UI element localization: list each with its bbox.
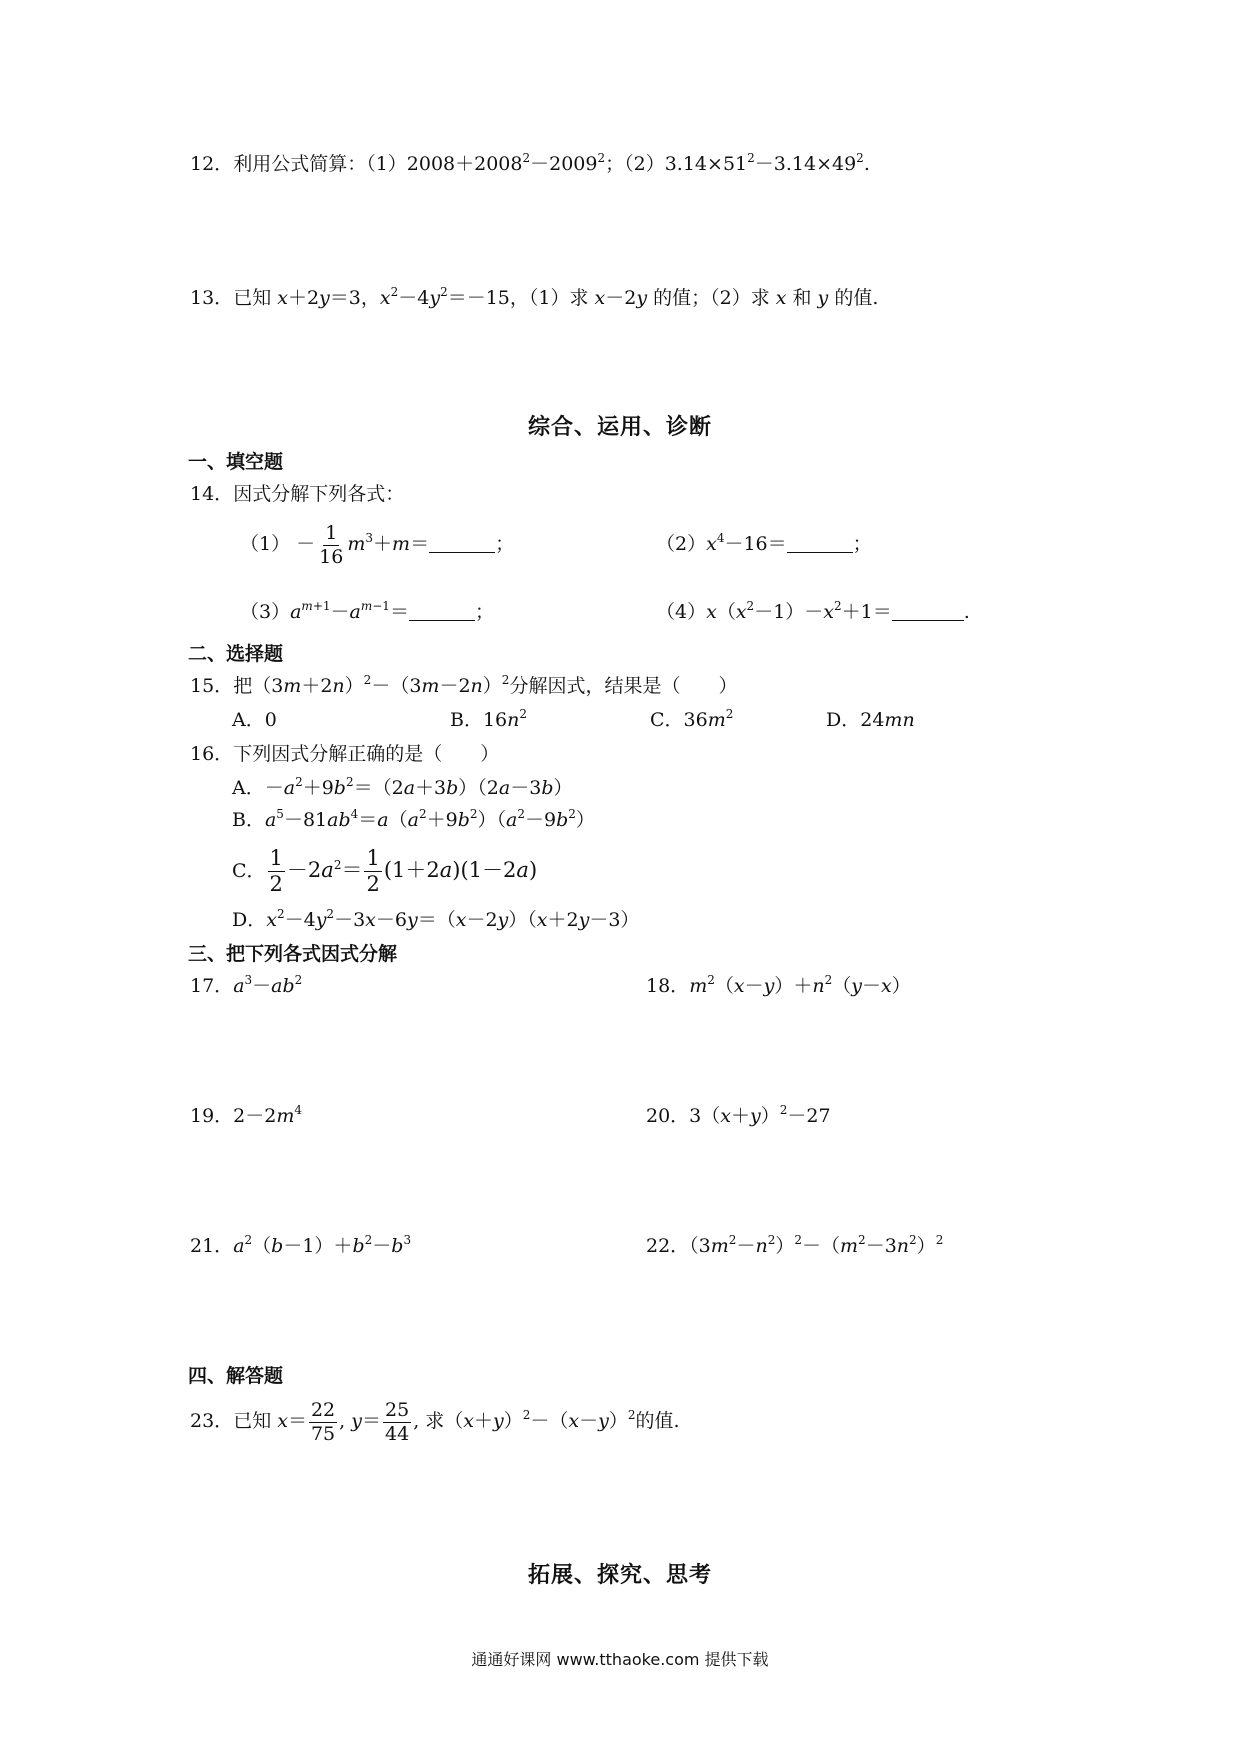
answer-blank[interactable] — [409, 602, 475, 621]
heading-fill-blank: 一、填空题 — [188, 451, 284, 473]
question-number: 23． — [190, 1410, 234, 1432]
question-22: 22．$(3m^2-n^2)^2-(m^2-3n^2)^2$ — [646, 1233, 944, 1257]
question-14 — [190, 480, 404, 508]
section-title-synth: 综合、运用、诊断 — [527, 415, 712, 440]
question-number: 15． — [190, 675, 234, 697]
fraction: $\frac{25}{44}$ — [385, 1398, 410, 1445]
question-17: 17．$a^3-ab^2$ — [190, 973, 303, 997]
option-c[interactable]: C． $\frac{1}{2}$ $-2a^2=$ $\frac{1}{2}$ (1＋2a)(1－2a) — [232, 846, 538, 896]
question-number: 14． — [190, 483, 234, 505]
heading-solve: 四、解答题 — [188, 1365, 284, 1387]
option-b[interactable]: B．$a^5-81ab^4=a(a^2+9b^2)(a^2-9b^2)$ — [232, 807, 595, 831]
option-c[interactable]: C．$36m^2$ — [650, 707, 734, 731]
answer-blank[interactable] — [429, 534, 495, 553]
option-d[interactable]: D．$x^2-4y^2-3x-6y=(x-2y)(x+2y-3)$ — [232, 907, 640, 931]
section-title-extend: 拓展、探究、思考 — [527, 1563, 712, 1588]
heading-multiple-choice: 二、选择题 — [188, 643, 284, 665]
option-a[interactable]: A．$-a^2+9b^2=(2a+3b)(2a-3b)$ — [232, 775, 573, 799]
question-text: 下列因式分解正确的是（ ） — [233, 743, 500, 765]
footer: 通通好课网 www.tthaoke.com 提供下载 — [471, 1650, 769, 1669]
question-12 — [190, 150, 870, 178]
fraction: $\frac{22}{75}$ — [310, 1398, 336, 1445]
q14-part-4: $(4)x(x^2-1)-x^2+1=$ . — [656, 599, 970, 623]
question-20: 20．$3(x+y)^2-27$ — [646, 1103, 831, 1127]
question-13 — [190, 284, 878, 312]
fraction: $\frac{1}{2}$ — [366, 846, 380, 896]
answer-blank[interactable] — [892, 602, 964, 621]
question-text: 利用公式简算：$(1)2008+2008^2-2009^2$；$(2)3.14\times 51^2-3.14\times 49^2$. — [233, 151, 870, 175]
fraction: $\frac{1}{2}$ — [269, 846, 283, 896]
question-16 — [190, 740, 499, 768]
option-a[interactable]: A．0 — [232, 709, 277, 731]
minus-sign: － — [296, 533, 316, 555]
q14-part-3: $(3)a^{m+1}-a^{m-1}=$ ； — [240, 599, 494, 623]
question-19: 19．$2-2m^4$ — [190, 1103, 303, 1127]
question-18: 18．$m^2(x-y)+n^2(y-x)$ — [646, 973, 911, 997]
question-21: 21．$a^2(b-1)+b^2-b^3$ — [190, 1233, 412, 1257]
option-b[interactable]: B．$16n^2$ — [450, 707, 528, 731]
fraction: $\frac{1}{16}$ — [319, 521, 344, 568]
question-23: 23．已知 x＝ $\frac{22}{75}$ , y＝ $\frac{25}{44}$ , 求$(x+y)^2-(x-y)^2$的值. — [190, 1398, 680, 1445]
question-text: 因式分解下列各式： — [233, 483, 405, 505]
question-text: 把$(3m+2n)^2-(3m-2n)^2$分解因式，结果是（ ） — [233, 673, 738, 697]
q14-part-2: $(2)x^4-16=$ ； — [656, 531, 872, 555]
question-15 — [190, 672, 737, 700]
answer-blank[interactable] — [787, 534, 853, 553]
option-d[interactable]: D．24mn — [826, 709, 915, 731]
q14-part-1: （1） － $\frac{1}{16}$ $m^3+m=$ ； — [240, 521, 515, 568]
question-number: 12． — [190, 153, 234, 175]
question-number: 16． — [190, 743, 234, 765]
question-text: 已知 x＋2y＝3，$x^2-4y^2=-15$，（1）求 x－2y 的值；（2）求 x 和 y 的值. — [233, 285, 879, 309]
question-number: 13． — [190, 287, 234, 309]
heading-factorize: 三、把下列各式因式分解 — [188, 943, 398, 965]
